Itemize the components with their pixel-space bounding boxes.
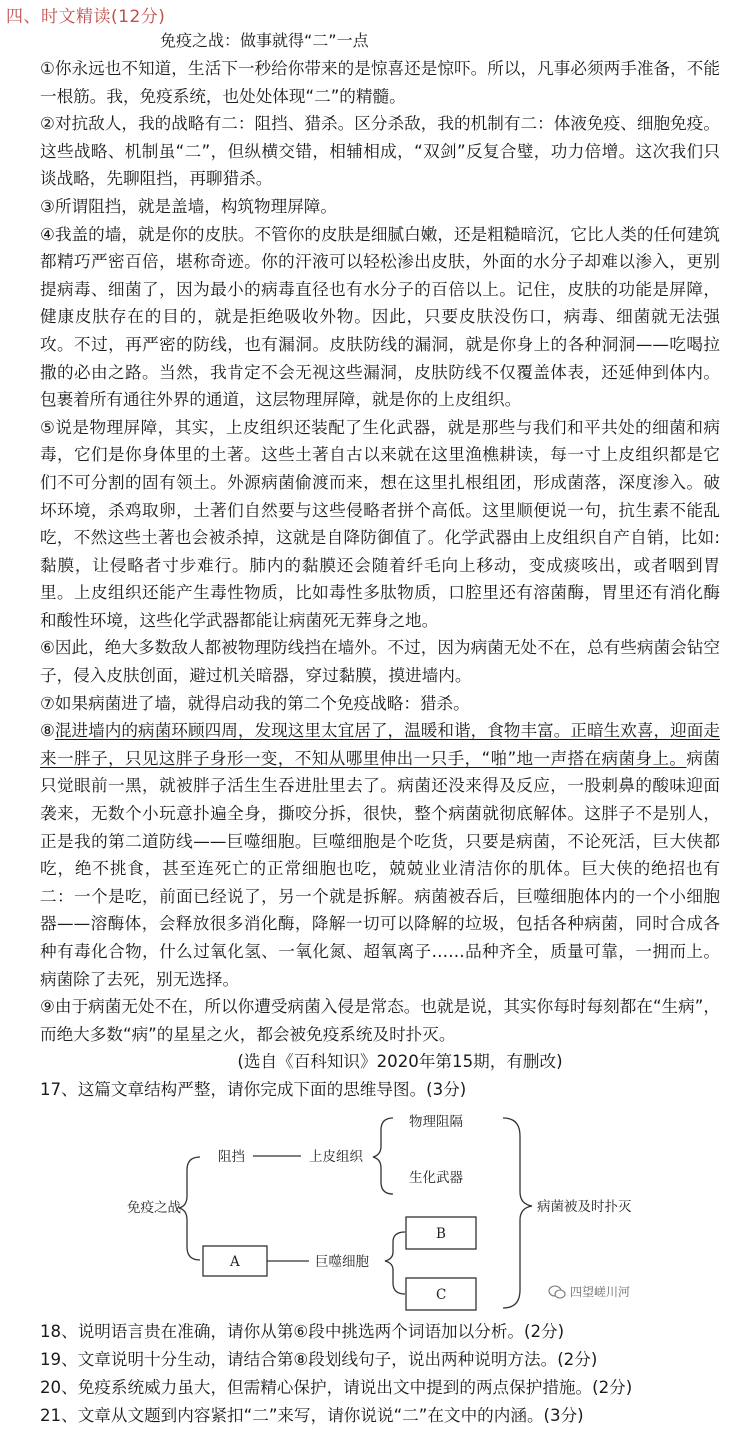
result-brace xyxy=(503,1118,532,1308)
paragraph-7: ⑦如果病菌进了墙，就得启动我的第二个免疫战略：猎杀。 xyxy=(40,693,470,713)
chemical-weapon-label: 生化武器 xyxy=(409,1170,463,1186)
physical-barrier-label: 物理阻隔 xyxy=(409,1114,463,1130)
article-title: 免疫之战：做事就得“二”一点 xyxy=(160,31,369,50)
box-a-label: A xyxy=(230,1254,240,1270)
result-label: 病菌被及时扑灭 xyxy=(537,1199,632,1215)
section-title: 四、时文精读(12分) xyxy=(6,7,166,27)
article-body xyxy=(40,55,720,1076)
watermark xyxy=(548,1283,630,1300)
box-c-label: C xyxy=(436,1287,447,1303)
question-17: 17、这篇文章结构严整，请你完成下面的思维导图。(3分) xyxy=(40,1080,467,1099)
block-label: 阻挡 xyxy=(218,1149,245,1165)
wechat-icon xyxy=(548,1285,566,1299)
box-b-label: B xyxy=(436,1226,446,1242)
paragraph-3: ③所谓阻挡，就是盖墙，构筑物理屏障。 xyxy=(40,196,337,216)
watermark-text: 四望嵯川河 xyxy=(570,1285,631,1299)
paragraph-8-number: ⑧ xyxy=(40,721,55,741)
paragraph-5: ⑤说是物理屏障，其实，上皮组织还装配了生化武器，就是那些与我们和平共处的细菌和病毒，它们是你身体里的土著。这些土著自古以来就在这里渔樵耕读，每一寸上皮组织都是它们不可分割的固有领土。外源病菌偷渡而来，想在这里扎根组团，形成菌落，深度渗入。破坏环境，杀鸡取卵，土著们自然要与这些侵略者拼个高低。这里顺便说一句，抗生素不能乱吃，不然这些土著也会被杀掉，这就是自降防御值了。化学武器由上皮组织自产自销，比如:黏膜，让侵略者寸步难行。肺内的黏膜还会随着纤毛向上移动，变成痰咳出，或者咽到胃里。上皮组织还能产生毒性物质，比如毒性多肽物质，口腔里还有溶菌酶，胃里还有消化酶和酸性环境，这些化学武器都能让病菌死无葬身之地。 xyxy=(40,417,720,630)
paragraph-1: ①你永远也不知道，生活下一秒给你带来的是惊喜还是惊吓。所以，凡事必须两手准备，不能一根筋。我，免疫系统，也处处体现“二”的精髓。 xyxy=(40,59,720,106)
underlined-sentence: 混进墙内的病菌环顾四周，发现这里太宜居了，温暖和谐，食物丰富。正暗生欢喜，迎面走来一胖子，只见这胖子身形一变，不知从哪里伸出一只手，“啪”地一声搭在病菌身上。 xyxy=(40,721,720,768)
paragraph-2: ②对抗敌人，我的战略有二：阻挡、猎杀。区分杀敌，我的机制有二：体液免疫、细胞免疫。这些战略、机制虽“二”，但纵横交错，相辅相成，“双剑”反复合璧，功力倍增。这次我们只谈战略，先聊阻挡，再聊猎杀。 xyxy=(40,114,720,189)
paragraph-9: ⑨由于病菌无处不在，所以你遭受病菌入侵是常态。也就是说，其实你每时每刻都在“生病”，而绝大多数“病”的星星之火，都会被免疫系统及时扑灭。 xyxy=(40,997,720,1044)
epithelium-brace xyxy=(373,1118,393,1194)
macrophage-label: 巨噬细胞 xyxy=(315,1254,369,1270)
root-brace xyxy=(179,1157,200,1260)
root-label: 免疫之战 xyxy=(127,1200,181,1216)
source-citation: (选自《百科知识》2020年第15期，有删改) xyxy=(237,1052,563,1072)
paragraph-8 xyxy=(40,717,720,993)
question-20: 20、免疫系统威力虽大，但需精心保护，请说出文中提到的两点保护措施。(2分) xyxy=(40,1378,633,1397)
paragraph-6: ⑥因此，绝大多数敌人都被物理防线挡在墙外。不过，因为病菌无处不在，总有些病菌会钻空子，侵入皮肤创面，避过机关暗器，穿过黏膜，摸进墙内。 xyxy=(40,638,720,686)
questions xyxy=(40,1318,632,1430)
question-19: 19、文章说明十分生动，请结合第⑧段划线句子，说出两种说明方法。(2分) xyxy=(40,1350,598,1369)
question-18: 18、说明语言贵在准确，请你从第⑥段中挑选两个词语加以分析。(2分) xyxy=(40,1322,565,1341)
paragraph-8-rest: 病菌只觉眼前一黑，就被胖子活生生吞进肚里去了。病菌还没来得及反应，一股刺鼻的酸味迎面袭来，无数个小玩意扑遍全身，撕咬分拆，很快，整个病菌就彻底解体。这胖子不是别人，正是我的第二道防线——巨噬细胞。巨噬细胞是个吃货，只要是病菌，不论死活，巨大侠都吃，绝不挑食，甚至连死亡的正常细胞也吃，兢兢业业清洁你的肌体。巨大侠的绝招也有二：一个是吃，前面已经说了，另一个就是拆解。病菌被吞后，巨噬细胞体内的一个小细胞器——溶酶体，会释放很多消化酶，降解一切可以降解的垃圾，包括各种病菌，同时合成各种有毒化合物，什么过氧化氢、一氧化氮、超氧离子……品种齐全，质量可靠，一拥而上。病菌除了去死，别无选择。 xyxy=(40,748,721,989)
paragraph-4: ④我盖的墙，就是你的皮肤。不管你的皮肤是细腻白嫩，还是粗糙暗沉，它比人类的任何建筑都精巧严密百倍，堪称奇迹。你的汗液可以轻松渗出皮肤，外面的水分子却难以渗入，更别提病毒、细菌了，因为最小的病毒直径也有水分子的百倍以上。记住，皮肤的功能是屏障，健康皮肤存在的目的，就是拒绝吸收外物。因此，只要皮肤没伤口，病毒、细菌就无法强攻。不过，再严密的防线，也有漏洞。皮肤防线的漏洞，就是你身上的各种洞洞——吃喝拉撒的必由之路。当然，我肯定不会无视这些漏洞，皮肤防线不仅覆盖体表，还延伸到体内。包裹着所有通往外界的通道，这层物理屏障，就是你的上皮组织。 xyxy=(40,224,720,410)
epithelium-label: 上皮组织 xyxy=(309,1149,363,1165)
question-21: 21、文章从文题到内容紧扣“二”来写，请你说说“二”在文中的内涵。(3分) xyxy=(40,1406,584,1425)
macrophage-brace xyxy=(385,1232,405,1294)
